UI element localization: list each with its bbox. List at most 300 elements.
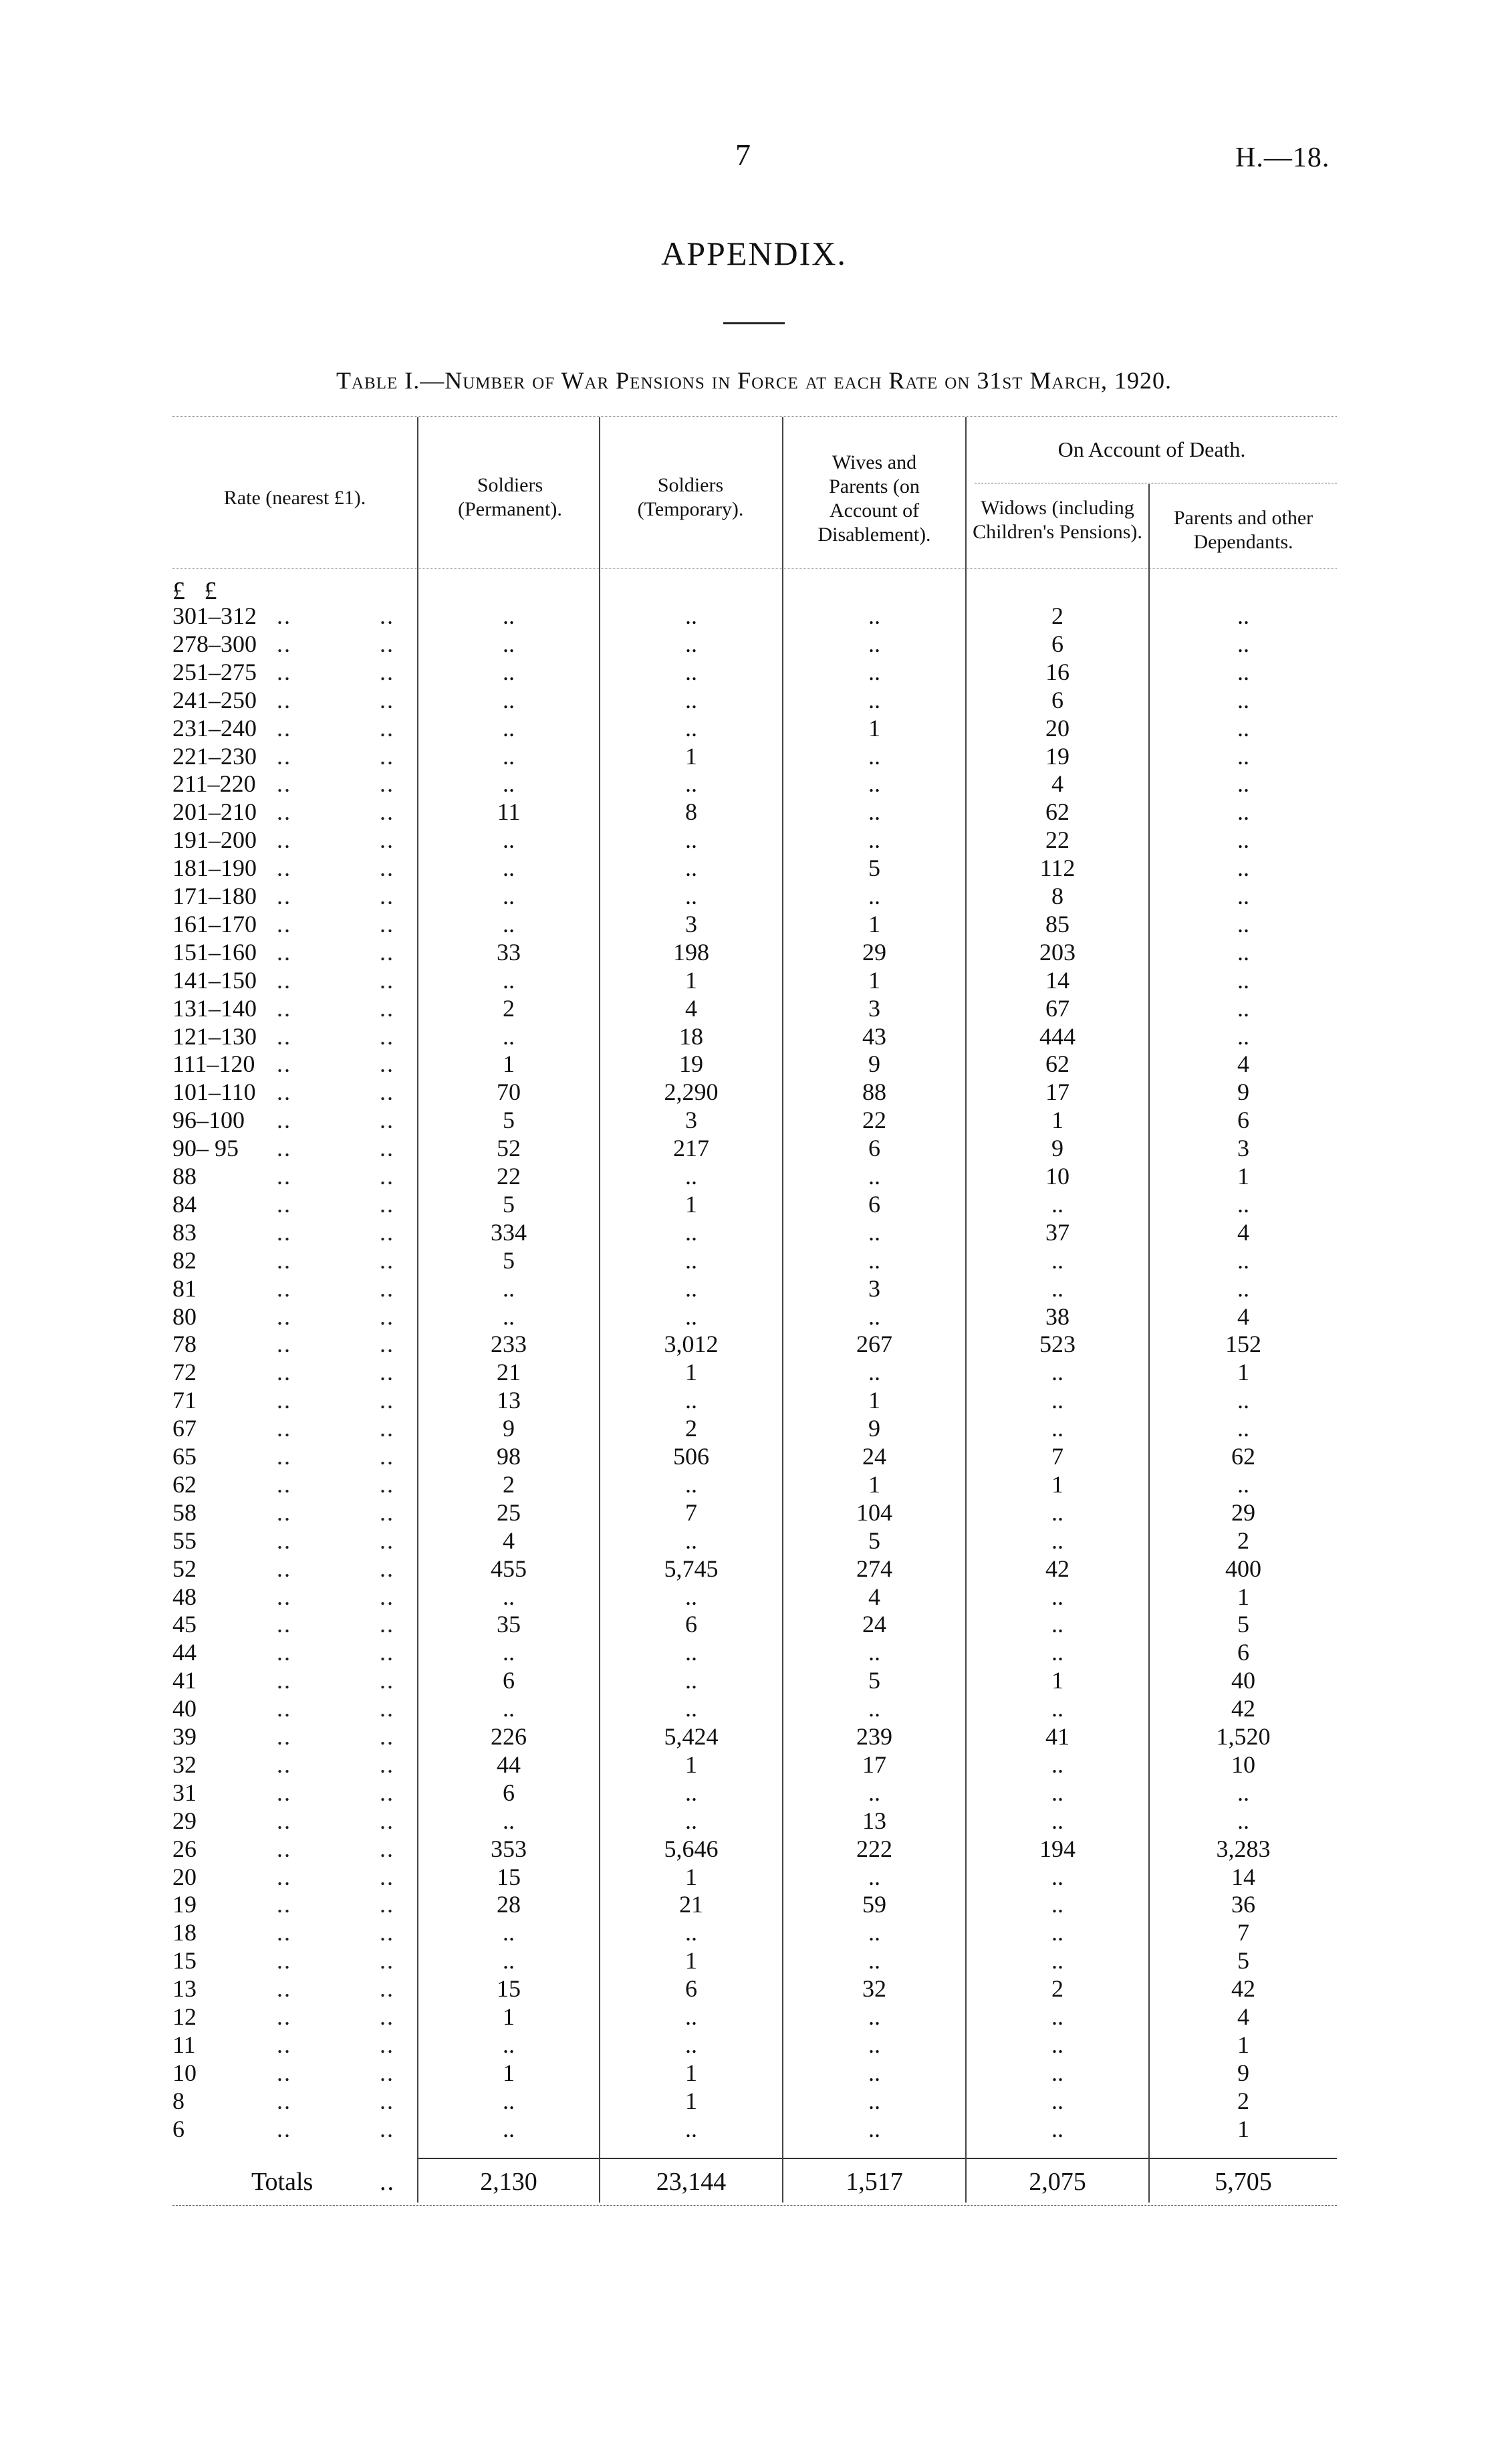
cell-widows: .. [1051, 1583, 1063, 1610]
cell-soldiers-permanent: 6 [503, 1667, 515, 1694]
cell-widows: 112 [1039, 855, 1076, 882]
cell-soldiers-permanent: 5 [503, 1246, 515, 1274]
cell-wives-parents: .. [868, 2059, 880, 2086]
table-row [172, 1470, 1337, 1498]
cell-parents-dependants: 4 [1237, 1218, 1249, 1246]
cell-widows: 10 [1045, 1163, 1070, 1190]
cell-wives-parents: .. [868, 1947, 880, 1975]
cell-parents-dependants: 9 [1237, 1079, 1249, 1106]
cell-soldiers-permanent: 1 [503, 1050, 515, 1078]
leader-dots: .. [277, 1639, 291, 1666]
rate-cell: 111–120 [172, 1050, 255, 1078]
cell-wives-parents: 5 [868, 1667, 880, 1694]
leader-dots: .. [277, 1079, 291, 1106]
rate-cell: 278–300 [172, 630, 257, 657]
leader-dots: .. [380, 1190, 394, 1218]
cell-parents-dependants: 5 [1237, 1947, 1249, 1975]
leader-dots: .. [277, 994, 291, 1022]
cell-soldiers-permanent: 334 [491, 1218, 527, 1246]
cell-wives-parents: .. [868, 1359, 880, 1386]
page-number: 7 [735, 138, 751, 172]
cell-widows: .. [1051, 2059, 1063, 2086]
cell-wives-parents: .. [868, 1246, 880, 1274]
cell-widows: 37 [1045, 1218, 1070, 1246]
leader-dots: .. [380, 1107, 394, 1134]
leader-dots: .. [277, 1695, 291, 1722]
cell-parents-dependants: 3,283 [1216, 1835, 1271, 1862]
leader-dots: .. [277, 630, 291, 657]
table-row [172, 1218, 1337, 1246]
cell-soldiers-permanent: 226 [491, 1723, 527, 1750]
cell-soldiers-temporary: .. [685, 1527, 697, 1554]
cell-soldiers-permanent: .. [503, 770, 515, 798]
cell-widows: 6 [1051, 686, 1063, 713]
pension-table [172, 416, 1337, 2211]
leader-dots: .. [277, 883, 291, 909]
cell-parents-dependants: .. [1237, 826, 1249, 854]
cell-wives-parents: .. [868, 2003, 880, 2030]
leader-dots: .. [380, 938, 394, 966]
cell-wives-parents: .. [868, 2087, 880, 2114]
cell-soldiers-permanent: 22 [497, 1163, 521, 1190]
rate-cell: 221–230 [172, 742, 257, 770]
leader-dots: .. [277, 770, 291, 798]
rate-cell: 45 [172, 1611, 197, 1638]
cell-widows: .. [1051, 1807, 1063, 1834]
cell-soldiers-temporary: 7 [685, 1498, 697, 1526]
cell-parents-dependants: .. [1237, 1246, 1249, 1274]
leader-dots: .. [380, 1555, 394, 1582]
table-top-rule [172, 416, 1337, 417]
cell-soldiers-permanent: .. [503, 2031, 515, 2058]
cell-soldiers-temporary: 1 [685, 1947, 697, 1975]
leader-dots: .. [277, 1723, 291, 1750]
cell-soldiers-permanent: 11 [497, 798, 521, 826]
rate-cell: 62 [172, 1470, 197, 1498]
header-bottom-rule [172, 568, 1337, 569]
leader-dots: .. [380, 1050, 394, 1078]
leader-dots: .. [277, 714, 291, 742]
table-row [172, 1078, 1337, 1106]
cell-soldiers-temporary: 1 [685, 1751, 697, 1778]
rate-cell: 31 [172, 1779, 197, 1806]
leader-dots: .. [277, 1470, 291, 1498]
leader-dots: .. [380, 1218, 394, 1246]
leader-dots: .. [277, 1947, 291, 1975]
leader-dots: .. [277, 2031, 291, 2058]
cell-soldiers-temporary: .. [685, 855, 697, 882]
table-row [172, 1303, 1337, 1331]
rate-cell: 8 [172, 2087, 184, 2114]
cell-wives-parents: .. [868, 2031, 880, 2058]
cell-soldiers-permanent: .. [503, 742, 515, 770]
cell-parents-dependants: 7 [1237, 1919, 1249, 1946]
leader-dots: .. [380, 742, 394, 770]
cell-parents-dependants: .. [1237, 1415, 1249, 1442]
cell-widows: .. [1051, 1274, 1063, 1302]
cell-soldiers-temporary: .. [685, 1387, 697, 1414]
cell-soldiers-permanent: .. [503, 602, 515, 629]
leader-dots: .. [380, 658, 394, 685]
cell-widows: .. [1051, 1359, 1063, 1386]
cell-soldiers-permanent: 4 [503, 1527, 515, 1554]
leader-dots: .. [277, 938, 291, 966]
leader-dots: .. [277, 1190, 291, 1218]
cell-wives-parents: 1 [868, 714, 880, 742]
leader-dots: .. [277, 1498, 291, 1526]
cell-widows: 19 [1045, 742, 1070, 770]
leader-dots: .. [380, 1919, 394, 1946]
cell-parents-dependants: .. [1237, 1022, 1249, 1050]
rate-cell: 181–190 [172, 855, 257, 882]
rate-cell: 40 [172, 1695, 197, 1722]
rate-cell: 15 [172, 1947, 197, 1975]
rate-cell: 26 [172, 1835, 197, 1862]
rate-cell: 121–130 [172, 1022, 257, 1050]
rate-cell: 80 [172, 1303, 197, 1330]
cell-widows: .. [1051, 1751, 1063, 1778]
cell-soldiers-permanent: 1 [503, 2003, 515, 2030]
cell-wives-parents: 43 [862, 1022, 886, 1050]
cell-soldiers-temporary: 6 [685, 1975, 697, 2003]
cell-soldiers-temporary: .. [685, 770, 697, 798]
cell-wives-parents: 239 [856, 1723, 892, 1750]
cell-widows: .. [1051, 2031, 1063, 2058]
leader-dots: .. [380, 1415, 394, 1442]
cell-parents-dependants: .. [1237, 742, 1249, 770]
cell-soldiers-permanent: .. [503, 658, 515, 685]
cell-parents-dependants: .. [1237, 994, 1249, 1022]
cell-widows: 42 [1045, 1555, 1070, 1582]
cell-soldiers-temporary: .. [685, 1695, 697, 1722]
rate-cell: 67 [172, 1415, 197, 1442]
cell-wives-parents: 9 [868, 1050, 880, 1078]
rate-cell: 41 [172, 1667, 197, 1694]
rate-cell: 161–170 [172, 910, 257, 937]
rate-cell: 29 [172, 1807, 197, 1834]
rate-cell: 171–180 [172, 883, 257, 909]
cell-soldiers-temporary: .. [685, 1583, 697, 1610]
table-title: Table I.—Number of War Pensions in Force at each Rate on 31st March, 1920. [336, 367, 1172, 394]
cell-parents-dependants: 400 [1225, 1555, 1261, 1582]
leader-dots: .. [277, 1779, 291, 1806]
table-row [172, 1722, 1337, 1751]
cell-wives-parents: 32 [862, 1975, 886, 2003]
cell-soldiers-temporary: 1 [685, 1863, 697, 1890]
cell-soldiers-permanent: 2 [503, 994, 515, 1022]
table-row [172, 2059, 1337, 2087]
rate-cell: 241–250 [172, 686, 257, 713]
header-soldiers-permanent: Soldiers (Permanent). [458, 474, 562, 520]
cell-wives-parents: 1 [868, 1387, 880, 1414]
cell-widows: 2 [1051, 1975, 1063, 2003]
heading-rule [723, 322, 785, 324]
leader-dots: .. [277, 2115, 291, 2142]
table-row [172, 1863, 1337, 1891]
cell-wives-parents: .. [868, 1163, 880, 1190]
rate-cell: 13 [172, 1975, 197, 2003]
cell-parents-dependants: 5 [1237, 1611, 1249, 1638]
leader-dots: .. [380, 1835, 394, 1862]
cell-soldiers-temporary: 1 [685, 966, 697, 994]
cell-wives-parents: 24 [862, 1611, 886, 1638]
rate-cell: 19 [172, 1891, 197, 1918]
cell-soldiers-temporary: 1 [685, 742, 697, 770]
cell-widows: 62 [1045, 798, 1070, 826]
cell-soldiers-temporary: 19 [679, 1050, 703, 1078]
cell-widows: .. [1051, 1891, 1063, 1918]
cell-wives-parents: .. [868, 1695, 880, 1722]
rate-cell: 151–160 [172, 938, 257, 966]
cell-soldiers-permanent: .. [503, 855, 515, 882]
rate-cell: 6 [172, 2115, 184, 2142]
table-row [172, 1807, 1337, 1835]
cell-wives-parents: .. [868, 686, 880, 713]
cell-soldiers-permanent: 25 [497, 1498, 521, 1526]
cell-soldiers-temporary: 4 [685, 994, 697, 1022]
cell-soldiers-permanent: 98 [497, 1443, 521, 1470]
table-row [172, 1442, 1337, 1470]
cell-wives-parents: 3 [868, 994, 880, 1022]
table-row [172, 1022, 1337, 1050]
cell-soldiers-permanent: 13 [497, 1387, 521, 1414]
table-bottom-rule [172, 2205, 1337, 2206]
cell-soldiers-temporary: .. [685, 2003, 697, 2030]
rate-cell: 65 [172, 1443, 197, 1470]
cell-wives-parents: .. [868, 770, 880, 798]
document-reference: H.—18. [1235, 142, 1330, 173]
leader-dots: .. [380, 855, 394, 882]
leader-dots: .. [380, 826, 394, 854]
cell-soldiers-permanent: 21 [497, 1359, 521, 1386]
rate-cell: 141–150 [172, 966, 257, 994]
rate-cell: 131–140 [172, 994, 257, 1022]
table-row [172, 882, 1337, 910]
cell-widows: 2 [1051, 602, 1063, 629]
leader-dots: .. [277, 1443, 291, 1470]
leader-dots: .. [277, 1359, 291, 1386]
cell-soldiers-temporary: 3,012 [664, 1331, 719, 1358]
table-row [172, 1050, 1337, 1078]
leader-dots: .. [380, 1022, 394, 1050]
cell-parents-dependants: 62 [1231, 1443, 1255, 1470]
leader-dots: .. [277, 1163, 291, 1190]
total-wives-parents: 1,517 [846, 2168, 903, 2196]
cell-soldiers-temporary: 18 [679, 1022, 703, 1050]
table-row [172, 938, 1337, 966]
cell-wives-parents: 5 [868, 1527, 880, 1554]
cell-widows: .. [1051, 1190, 1063, 1218]
leader-dots: .. [277, 1807, 291, 1834]
cell-parents-dependants: 42 [1231, 1975, 1255, 2003]
leader-dots: .. [380, 1807, 394, 1834]
cell-soldiers-temporary: 1 [685, 1359, 697, 1386]
cell-widows: 6 [1051, 630, 1063, 657]
cell-widows: .. [1051, 1387, 1063, 1414]
table-row [172, 1330, 1337, 1358]
cell-widows: 9 [1051, 1135, 1063, 1162]
table-row [172, 854, 1337, 882]
rate-cell: 20 [172, 1863, 197, 1890]
leader-dots: .. [277, 2087, 291, 2114]
cell-widows: 20 [1045, 714, 1070, 742]
rate-cell: 231–240 [172, 714, 257, 742]
leader-dots: .. [380, 1527, 394, 1554]
table-row [172, 1134, 1337, 1162]
cell-parents-dependants: .. [1237, 630, 1249, 657]
cell-soldiers-permanent: .. [503, 1022, 515, 1050]
cell-soldiers-permanent: 15 [497, 1863, 521, 1890]
leader-dots: .. [380, 1611, 394, 1638]
cell-wives-parents: 29 [862, 938, 886, 966]
table-row [172, 2087, 1337, 2115]
leader-dots: .. [380, 2059, 394, 2086]
leader-dots: .. [380, 1751, 394, 1778]
cell-parents-dependants: 42 [1231, 1695, 1255, 1722]
leader-dots: .. [277, 1863, 291, 1890]
rate-cell: 211–220 [172, 770, 256, 798]
leader-dots: .. [380, 1079, 394, 1106]
leader-dots: .. [277, 742, 291, 770]
cell-parents-dependants: 2 [1237, 2087, 1249, 2114]
cell-soldiers-permanent: .. [503, 630, 515, 657]
leader-dots: .. [380, 714, 394, 742]
leader-dots: .. [277, 1415, 291, 1442]
cell-soldiers-temporary: .. [685, 1779, 697, 1806]
cell-soldiers-permanent: .. [503, 826, 515, 854]
pound-header: £ £ [172, 577, 217, 605]
cell-parents-dependants: .. [1237, 658, 1249, 685]
cell-soldiers-temporary: .. [685, 2031, 697, 2058]
cell-soldiers-permanent: .. [503, 1947, 515, 1975]
leader-dots: .. [277, 602, 291, 629]
cell-soldiers-temporary: .. [685, 826, 697, 854]
rate-cell: 32 [172, 1751, 197, 1778]
totals-top-rule [418, 2158, 1337, 2159]
cell-parents-dependants: 4 [1237, 1050, 1249, 1078]
cell-parents-dependants: .. [1237, 686, 1249, 713]
cell-widows: 14 [1045, 966, 1070, 994]
cell-parents-dependants: .. [1237, 1387, 1249, 1414]
leader-dots: .. [277, 1331, 291, 1358]
table-row [172, 826, 1337, 854]
table-row [172, 2003, 1337, 2031]
cell-soldiers-permanent: .. [503, 2087, 515, 2114]
table-row [172, 1946, 1337, 1975]
cell-parents-dependants: .. [1237, 1779, 1249, 1806]
table-row [172, 1835, 1337, 1863]
rate-cell: 58 [172, 1498, 197, 1526]
cell-parents-dependants: .. [1237, 855, 1249, 882]
leader-dots: .. [380, 994, 394, 1022]
cell-soldiers-temporary: 5,745 [664, 1555, 719, 1582]
table-row [172, 798, 1337, 826]
cell-widows: 17 [1045, 1079, 1070, 1106]
leader-dots: .. [380, 1891, 394, 1918]
cell-wives-parents: 104 [856, 1498, 892, 1526]
cell-widows: .. [1051, 1779, 1063, 1806]
cell-soldiers-temporary: 2,290 [664, 1079, 719, 1106]
cell-wives-parents: 3 [868, 1274, 880, 1302]
leader-dots: .. [277, 2059, 291, 2086]
leader-dots: .. [380, 1975, 394, 2003]
cell-parents-dependants: 9 [1237, 2059, 1249, 2086]
cell-widows: .. [1051, 2115, 1063, 2142]
table-row [172, 1751, 1337, 1779]
leader-dots: .. [380, 602, 394, 629]
leader-dots: .. [380, 1947, 394, 1975]
rate-cell: 39 [172, 1723, 197, 1750]
rate-cell: 18 [172, 1919, 197, 1946]
cell-wives-parents: 9 [868, 1415, 880, 1442]
cell-soldiers-temporary: 5,424 [664, 1723, 719, 1750]
leader-dots: .. [380, 1583, 394, 1610]
leader-dots: .. [380, 1723, 394, 1750]
cell-soldiers-permanent: .. [503, 966, 515, 994]
cell-soldiers-temporary: .. [685, 1919, 697, 1946]
rate-cell: 301–312 [172, 602, 257, 629]
cell-soldiers-permanent: 2 [503, 1470, 515, 1498]
rate-cell: 55 [172, 1527, 197, 1554]
cell-soldiers-temporary: .. [685, 1218, 697, 1246]
table-row [172, 1555, 1337, 1583]
cell-wives-parents: 274 [856, 1555, 892, 1582]
rate-cell: 83 [172, 1218, 197, 1246]
cell-widows: .. [1051, 1246, 1063, 1274]
cell-soldiers-permanent: .. [503, 1919, 515, 1946]
cell-wives-parents: 1 [868, 1470, 880, 1498]
cell-parents-dependants: 4 [1237, 2003, 1249, 2030]
cell-widows: 1 [1051, 1107, 1063, 1134]
total-soldiers-permanent: 2,130 [480, 2168, 537, 2196]
leader-dots: .. [380, 1667, 394, 1694]
table-row [172, 1918, 1337, 1946]
leader-dots: .. [380, 2003, 394, 2030]
cell-widows: 62 [1045, 1050, 1070, 1078]
table-row [172, 658, 1337, 686]
cell-wives-parents: 5 [868, 855, 880, 882]
leader-dots: .. [277, 1050, 291, 1078]
cell-widows: .. [1051, 1919, 1063, 1946]
cell-parents-dependants: .. [1237, 938, 1249, 966]
cell-wives-parents: 17 [862, 1751, 886, 1778]
leader-dots: .. [277, 1218, 291, 1246]
cell-parents-dependants: .. [1237, 602, 1249, 629]
cell-widows: .. [1051, 1415, 1063, 1442]
table-row [172, 966, 1337, 994]
leader-dots: .. [277, 1891, 291, 1918]
table-row [172, 1527, 1337, 1555]
leader-dots: .. [277, 1274, 291, 1302]
leader-dots: .. [277, 1975, 291, 2003]
table-row [172, 770, 1337, 798]
cell-widows: 194 [1039, 1835, 1076, 1862]
cell-wives-parents: .. [868, 1218, 880, 1246]
leader-dots: .. [380, 686, 394, 713]
table-row [172, 714, 1337, 742]
cell-soldiers-permanent: 353 [491, 1835, 527, 1862]
cell-soldiers-temporary: .. [685, 1667, 697, 1694]
cell-soldiers-permanent: 70 [497, 1079, 521, 1106]
cell-soldiers-permanent: .. [503, 1583, 515, 1610]
cell-wives-parents: .. [868, 658, 880, 685]
table-row [172, 1498, 1337, 1527]
cell-soldiers-temporary: .. [685, 1274, 697, 1302]
leader-dots: .. [277, 798, 291, 826]
rate-cell: 71 [172, 1387, 197, 1414]
leader-dots: .. [277, 966, 291, 994]
cell-widows: 523 [1039, 1331, 1076, 1358]
